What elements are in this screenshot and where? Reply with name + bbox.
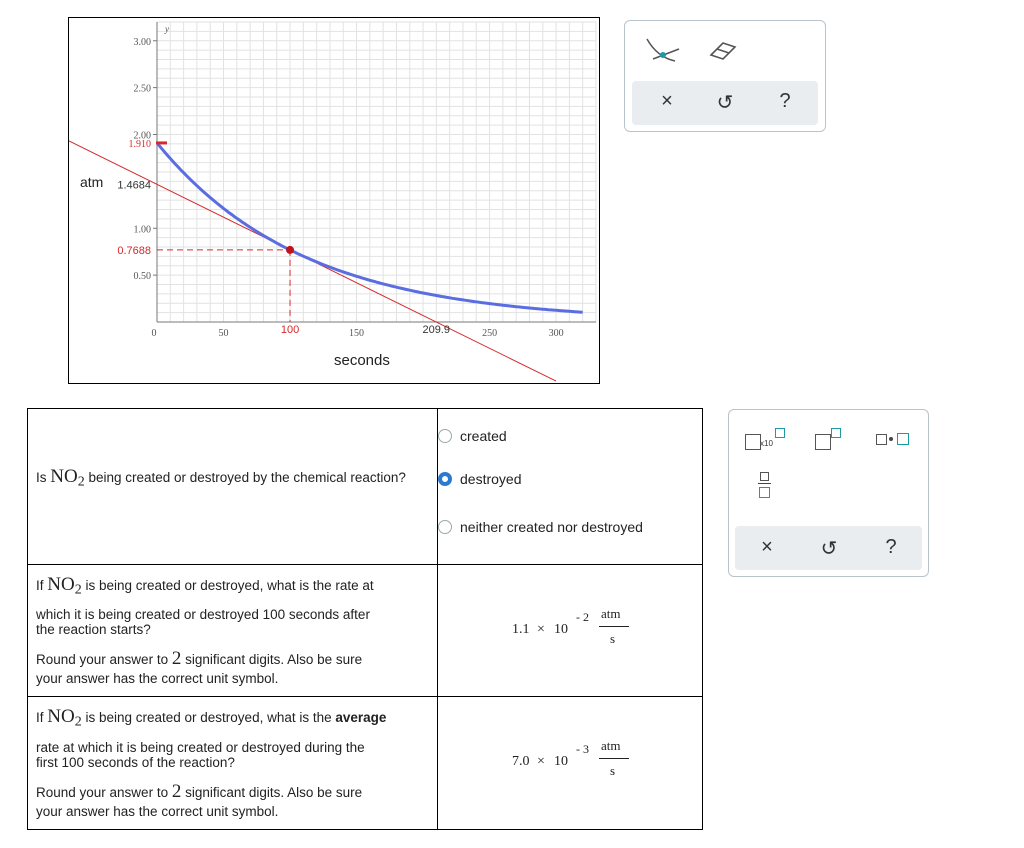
x-tick-label: 50 — [218, 328, 229, 339]
answer-2-unit-num[interactable]: atm — [601, 606, 621, 621]
x-annotation-label: 209.9 — [422, 324, 450, 336]
q2-sub: 2 — [74, 582, 82, 598]
answer-3-times: × — [537, 754, 545, 769]
graph-tool-actions — [632, 81, 818, 125]
sci-notation-box-icon[interactable] — [745, 434, 761, 450]
answer-3-mantissa[interactable]: 7.0 — [512, 754, 530, 769]
multiply-left-icon[interactable] — [876, 434, 887, 445]
y-annotation-label: 1.910 — [128, 138, 151, 150]
answer-2-fraction-bar — [599, 626, 629, 627]
answer-3-base: 10 — [554, 754, 568, 769]
y-axis-symbol: y — [165, 24, 169, 34]
question-2-line-2: which it is being created or destroyed 100 seconds after — [36, 607, 370, 622]
superscript-exp-icon — [831, 428, 841, 438]
question-3-round-2: your answer has the correct unit symbol. — [36, 804, 279, 819]
q3-sub: 2 — [74, 714, 82, 730]
option-neither-label: neither created nor destroyed — [460, 519, 643, 535]
radio-neither[interactable] — [438, 520, 452, 534]
q2-species: NO — [47, 574, 75, 595]
answer-2-mantissa[interactable]: 1.1 — [512, 622, 530, 637]
y-axis-label: atm — [80, 174, 104, 190]
fraction-bar-icon — [758, 483, 771, 484]
q3-species: NO — [47, 706, 75, 727]
question-2-round — [36, 650, 362, 668]
radio-created[interactable] — [438, 429, 452, 443]
tangent-line-tool-icon[interactable] — [643, 35, 683, 65]
q1-body: being created or destroyed by the chemical reaction? — [84, 470, 406, 485]
answer-cell-1 — [438, 409, 702, 564]
help-graph-button[interactable]: ? — [779, 90, 791, 112]
answer-2-times: × — [537, 622, 545, 637]
undo-answer-button[interactable]: ↺ — [820, 538, 838, 560]
clear-graph-button[interactable]: × — [661, 90, 673, 112]
sci-notation-x10-label: x10 — [760, 439, 773, 448]
answer-2-base: 10 — [554, 622, 568, 637]
question-2-line-3: the reaction starts? — [36, 622, 151, 637]
answer-3-fraction-bar — [599, 758, 629, 759]
question-3-line-3: first 100 seconds of the reaction? — [36, 755, 235, 770]
x-annotation-label: 100 — [280, 324, 300, 336]
q3-line1: is being created or destroyed, what is the — [81, 710, 336, 725]
x-tick-label: 300 — [548, 328, 564, 339]
radio-destroyed[interactable] — [438, 472, 452, 486]
question-cell-2 — [28, 564, 438, 696]
y-tick-label: 1.00 — [133, 224, 151, 236]
x-tick-label: 0 — [151, 328, 157, 339]
question-3-line-1 — [36, 708, 386, 731]
multiply-right-icon — [897, 433, 909, 445]
y-annotation-label: 1.4684 — [117, 179, 151, 192]
sci-notation-exp-icon — [775, 428, 785, 438]
math-tool-panel — [728, 409, 929, 577]
multiply-dot-icon — [889, 437, 893, 441]
answer-3-exponent[interactable]: - 3 — [576, 742, 589, 756]
answer-cell-3[interactable] — [438, 696, 702, 829]
y-tick-label: 0.50 — [133, 271, 151, 283]
question-cell-1 — [28, 409, 438, 564]
y-tick-label: 2.00 — [133, 130, 151, 142]
q1-species: NO — [50, 466, 78, 487]
answer-2-exponent[interactable]: - 2 — [576, 610, 589, 624]
question-row-3 — [28, 696, 702, 829]
q2-round-num: 2 — [171, 648, 182, 669]
undo-graph-button[interactable]: ↺ — [716, 92, 734, 114]
q3-round-pre: Round your answer to — [36, 785, 172, 800]
superscript-box-icon[interactable] — [815, 434, 831, 450]
clear-answer-button[interactable]: × — [761, 536, 773, 558]
question-3-round — [36, 783, 362, 801]
answer-cell-2[interactable] — [438, 564, 702, 696]
question-table — [27, 408, 703, 830]
q2-prefix: If — [36, 578, 48, 593]
q1-prefix: Is — [36, 470, 51, 485]
q2-round-post: significant digits. Also be sure — [181, 652, 363, 667]
option-destroyed[interactable] — [460, 471, 521, 487]
help-answer-button[interactable]: ? — [885, 536, 897, 558]
q3-round-num: 2 — [171, 781, 182, 802]
option-neither[interactable] — [460, 519, 643, 535]
answer-3-unit-num[interactable]: atm — [601, 738, 621, 753]
question-2-round-2: your answer has the correct unit symbol. — [36, 671, 279, 686]
eraser-icon[interactable] — [707, 37, 741, 63]
x-tick-label: 150 — [349, 328, 365, 339]
question-cell-3 — [28, 696, 438, 829]
question-1-text — [36, 468, 406, 491]
graph-canvas[interactable] — [69, 18, 600, 384]
math-tool-actions — [735, 526, 922, 570]
q3-round-post: significant digits. Also be sure — [181, 785, 363, 800]
q2-line1: is being created or destroyed, what is the rate at — [81, 578, 374, 593]
x-tick-label: 250 — [482, 328, 498, 339]
q2-round-pre: Round your answer to — [36, 652, 172, 667]
y-tick-label: 3.00 — [133, 36, 151, 48]
y-tick-label: 2.50 — [133, 83, 151, 95]
answer-2-unit-den[interactable]: s — [610, 631, 616, 646]
option-created-label: created — [460, 428, 507, 444]
question-row-2 — [28, 564, 702, 697]
option-destroyed-label: destroyed — [460, 471, 522, 487]
question-3-line-2: rate at which it is being created or destroyed during the — [36, 740, 365, 755]
option-created[interactable] — [460, 428, 507, 444]
fraction-den-icon — [759, 487, 770, 498]
graph-panel[interactable] — [68, 17, 600, 384]
q1-sub: 2 — [77, 474, 85, 490]
q3-prefix: If — [36, 710, 48, 725]
fraction-num-icon[interactable] — [760, 472, 769, 481]
question-row-1 — [28, 409, 702, 565]
question-2-line-1 — [36, 576, 374, 599]
q3-bold: average — [335, 710, 387, 725]
answer-3-unit-den[interactable]: s — [610, 763, 616, 778]
y-annotation-label: 0.7688 — [117, 244, 151, 257]
graph-tool-panel — [624, 20, 826, 132]
x-axis-label: seconds — [334, 352, 390, 369]
tangent-point[interactable] — [286, 246, 294, 254]
